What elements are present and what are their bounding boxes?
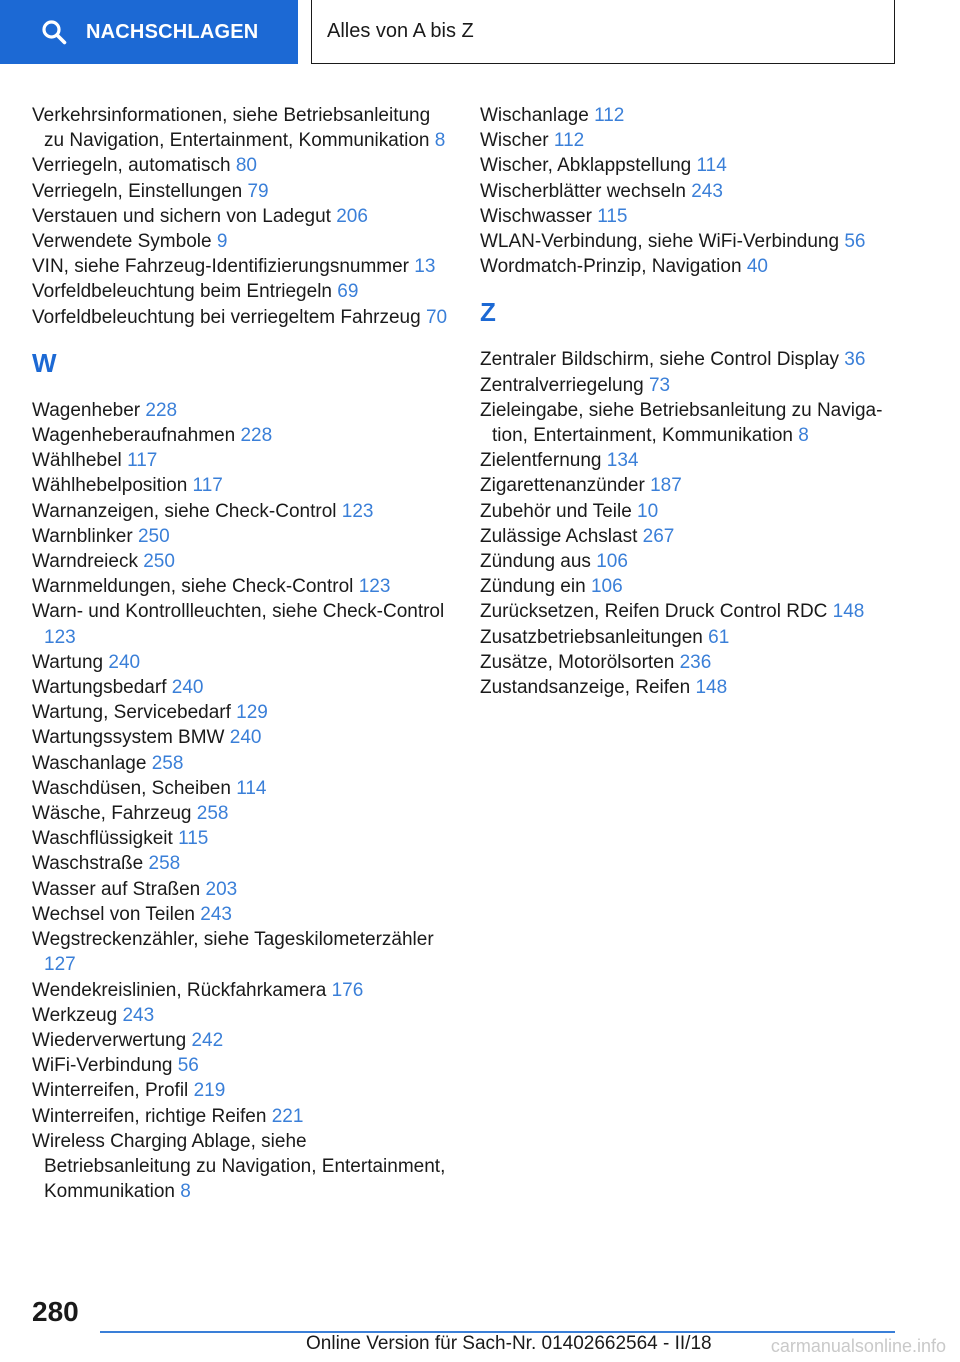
index-entry-term: Wiederverwertung <box>32 1029 187 1051</box>
index-entry <box>480 347 900 372</box>
index-entry-term: Zulässige Achslast <box>480 525 638 547</box>
index-entry <box>32 549 452 574</box>
index-entry-term: Wordmatch-Prinzip, Navigation <box>480 256 742 278</box>
index-entry-term: Wartungssystem BMW <box>32 727 225 749</box>
index-page-link[interactable]: 10 <box>637 500 659 522</box>
index-entry-term: Wählhebel <box>32 450 122 472</box>
section-label: NACHSCHLAGEN <box>86 20 259 43</box>
index-entry-term: Zusätze, Motorölsorten <box>480 651 675 673</box>
index-entry-term: Zündung ein <box>480 576 586 598</box>
index-entry <box>32 599 452 649</box>
index-entry-term: Wegstreckenzähler, siehe Tageskilometerzähler <box>32 929 434 951</box>
index-page-link[interactable]: 267 <box>642 525 675 547</box>
index-entry <box>32 499 452 524</box>
index-entry-term: Wischer <box>480 130 549 152</box>
index-page-link[interactable]: 73 <box>648 374 671 396</box>
index-entry <box>480 229 900 254</box>
index-page-link[interactable]: 117 <box>192 475 223 497</box>
index-entry <box>32 1078 452 1103</box>
index-entry-term: Vorfeldbeleuchtung beim Entriegeln <box>32 281 332 303</box>
index-page-link[interactable]: 240 <box>108 651 141 673</box>
index-entry <box>32 877 452 902</box>
index-entry <box>32 751 452 776</box>
index-page-link[interactable]: 203 <box>205 878 238 900</box>
index-entry <box>32 1129 452 1205</box>
index-entry-term: Warndreieck <box>32 551 138 573</box>
index-entry-term: Wartung <box>32 651 104 673</box>
index-entry <box>32 902 452 927</box>
index-entry <box>32 1104 452 1129</box>
index-entry-term: Zieleingabe, siehe Betriebsanleitung zu Navigation, Entertainment, Kommunikation <box>480 399 883 447</box>
index-entry <box>32 279 452 304</box>
index-entry <box>32 650 452 675</box>
index-entry-term: Wireless Charging Ablage, siehe Betriebsanleitung zu Navigation, Entertainment, Kommunikation <box>32 1130 446 1203</box>
index-entry <box>32 700 452 725</box>
index-entry <box>480 153 900 178</box>
index-entry-term: Zurücksetzen, Reifen Druck Control RDC <box>480 601 828 623</box>
index-page-link[interactable]: 13 <box>414 256 436 278</box>
index-entry-term: VIN, siehe Fahrzeug-Identifizierungsnummer <box>32 256 410 278</box>
index-entry-term: Wischer, Abklappstellung <box>480 155 692 177</box>
index-entry-term: Zentralverriegelung <box>480 374 644 396</box>
index-page-link[interactable]: 115 <box>178 828 209 850</box>
index-page-link[interactable]: 112 <box>594 105 625 126</box>
index-entry <box>32 153 452 178</box>
index-entry <box>480 473 900 498</box>
index-entry-term: Wagenheberaufnahmen <box>32 425 236 447</box>
index-entry-term: Zusatzbetriebsanleitungen <box>480 626 703 648</box>
index-page-link[interactable]: 40 <box>746 256 768 278</box>
index-page-link[interactable]: 250 <box>137 525 170 547</box>
index-page-link[interactable]: 176 <box>331 979 364 1001</box>
index-entry <box>32 801 452 826</box>
index-entry-term: Waschanlage <box>32 752 147 774</box>
index-page-link[interactable]: 243 <box>122 1004 155 1026</box>
index-page-link[interactable]: 236 <box>679 651 712 673</box>
index-entry <box>32 204 452 229</box>
index-page-link[interactable]: 206 <box>336 205 368 227</box>
index-entry-term: Zigarettenanzünder <box>480 475 645 497</box>
index-entry <box>480 128 900 153</box>
index-entry <box>32 103 452 153</box>
index-entry-term: Verwendete Symbole <box>32 231 212 253</box>
index-page-link[interactable]: 250 <box>143 551 175 573</box>
index-page-link[interactable]: 258 <box>148 853 181 875</box>
index-page-link[interactable]: 106 <box>590 576 623 598</box>
index-entry <box>32 1028 452 1053</box>
index-entry <box>480 574 900 599</box>
index-page-link[interactable]: 123 <box>44 626 76 648</box>
index-page-link[interactable]: 8 <box>798 425 809 447</box>
index-page-link[interactable]: 240 <box>171 677 204 699</box>
index-page-link[interactable]: 117 <box>127 450 158 472</box>
index-entry <box>480 524 900 549</box>
index-entry <box>480 448 900 473</box>
index-entry-term: Verkehrsinformationen, siehe Betriebsanleitung zu Navigation, Entertainment, Kommunikation <box>32 105 431 152</box>
index-letter-heading: W <box>32 347 57 378</box>
index-page-link[interactable]: 258 <box>196 803 229 825</box>
index-entry-term: Winterreifen, richtige Reifen <box>32 1105 267 1127</box>
index-entry-term: Wendekreislinien, Rückfahrkamera <box>32 979 327 1001</box>
index-entry <box>32 851 452 876</box>
index-page-link[interactable]: 228 <box>145 399 178 421</box>
index-page-link[interactable]: 8 <box>434 130 446 152</box>
index-entry-term: Zielentfernung <box>480 450 602 472</box>
index-page-link[interactable]: 56 <box>177 1055 199 1077</box>
index-page-link[interactable]: 127 <box>44 954 76 976</box>
index-page-link[interactable]: 243 <box>200 903 232 925</box>
index-entry-term: Waschstraße <box>32 853 144 875</box>
index-page-link[interactable]: 123 <box>341 500 374 522</box>
index-page-link[interactable]: 106 <box>596 551 628 573</box>
chapter-title: Alles von A bis Z <box>311 0 895 64</box>
index-entry <box>480 373 900 398</box>
index-page-link[interactable]: 148 <box>832 601 865 623</box>
index-entry-term: WLAN-Verbindung, siehe WiFi-Verbindung <box>480 231 840 253</box>
index-page-link[interactable]: 56 <box>844 231 866 253</box>
index-entry <box>32 1003 452 1028</box>
index-entry <box>32 776 452 801</box>
index-entry-term: Wasser auf Straßen <box>32 878 201 900</box>
index-entry <box>32 524 452 549</box>
index-entry <box>32 725 452 750</box>
index-page-link[interactable]: 258 <box>151 752 184 774</box>
index-entry <box>480 179 900 204</box>
index-entry-term: Wäsche, Fahrzeug <box>32 803 192 825</box>
search-icon[interactable] <box>40 18 68 46</box>
index-entry-term: WiFi-Verbindung <box>32 1055 173 1077</box>
index-letter-heading: Z <box>480 297 496 328</box>
index-entry-term: Warnblinker <box>32 525 133 547</box>
index-entry-term: Zündung aus <box>480 551 591 573</box>
index-entry-term: Waschflüssigkeit <box>32 828 173 850</box>
index-entry-term: Wartungsbedarf <box>32 677 167 699</box>
index-entry <box>32 448 452 473</box>
index-page-link[interactable]: 114 <box>696 155 727 177</box>
index-entry <box>480 625 900 650</box>
index-page-link[interactable]: 129 <box>236 702 268 724</box>
index-entry-term: Waschdüsen, Scheiben <box>32 777 231 799</box>
watermark: carmanualsonline.info <box>770 1336 946 1356</box>
index-entry-term: Zustandsanzeige, Reifen <box>480 677 691 699</box>
index-page-link[interactable]: 115 <box>597 205 628 227</box>
index-entry-term: Warnmeldungen, siehe Check-Control <box>32 576 354 598</box>
index-entry <box>32 229 452 254</box>
index-entry <box>32 927 452 977</box>
index-page-link[interactable]: 9 <box>216 231 228 253</box>
index-entry-term: Wagenheber <box>32 399 141 421</box>
index-entry <box>480 549 900 574</box>
index-column-left <box>32 103 452 1204</box>
index-entry <box>480 499 900 524</box>
index-page-link[interactable]: 187 <box>650 475 682 497</box>
index-page-link[interactable]: 242 <box>191 1029 224 1051</box>
index-entry <box>480 204 900 229</box>
index-entry-term: Verriegeln, automatisch <box>32 155 231 177</box>
index-entry-term: Vorfeldbeleuchtung bei verriegeltem Fahrzeug <box>32 306 421 328</box>
index-entry-term: Wischerblätter wechseln <box>480 180 686 202</box>
index-entry-term: Wechsel von Teilen <box>32 903 196 925</box>
index-page-link[interactable]: 70 <box>425 306 448 328</box>
index-entry <box>480 103 900 128</box>
index-entry <box>32 826 452 851</box>
index-entry <box>32 574 452 599</box>
index-entry <box>480 398 900 448</box>
page-number: 280 <box>32 1296 79 1327</box>
index-entry-term: Zentraler Bildschirm, siehe Control Display <box>480 349 840 371</box>
index-entry <box>32 1053 452 1078</box>
index-entry <box>32 675 452 700</box>
index-page-link[interactable]: 134 <box>606 450 639 472</box>
index-entry <box>480 254 900 279</box>
index-entry <box>32 254 452 279</box>
index-entry <box>32 978 452 1003</box>
index-page-link[interactable]: 228 <box>240 425 273 447</box>
index-entry-term: Werkzeug <box>32 1004 118 1026</box>
index-entry <box>32 423 452 448</box>
index-page-link[interactable]: 8 <box>180 1181 191 1203</box>
index-page-link[interactable]: 240 <box>229 727 262 749</box>
index-entry <box>480 675 900 700</box>
online-version-note: Online Version für Sach-Nr. 01402662564 - II/18 <box>306 1333 712 1354</box>
index-page-link[interactable]: 79 <box>247 180 269 202</box>
index-entry <box>480 650 900 675</box>
index-entry-term: Warn- und Kontrollleuchten, siehe Check-Control <box>32 601 445 623</box>
index-page-link[interactable]: 61 <box>708 626 730 648</box>
index-entry-term: Winterreifen, Profil <box>32 1080 189 1102</box>
index-entry-term: Verstauen und sichern von Ladegut <box>32 205 331 227</box>
index-entry-term: Wartung, Servicebedarf <box>32 702 231 724</box>
index-page-link[interactable]: 114 <box>236 777 267 799</box>
index-entry <box>32 473 452 498</box>
index-entry-term: Verriegeln, Einstellungen <box>32 180 243 202</box>
index-page-link[interactable]: 243 <box>691 180 723 202</box>
index-entry <box>32 305 452 330</box>
index-page-link[interactable]: 69 <box>337 281 359 303</box>
index-entry <box>480 599 900 624</box>
index-page-link[interactable]: 112 <box>553 130 585 152</box>
index-page-link[interactable]: 219 <box>193 1080 226 1102</box>
section-tab[interactable] <box>0 0 298 64</box>
index-entry <box>32 179 452 204</box>
index-entry-term: Wischwasser <box>480 205 592 227</box>
index-entry-term: Zubehör und Teile <box>480 500 632 522</box>
index-page-link[interactable]: 36 <box>844 349 866 371</box>
index-entry-term: Wischanlage <box>480 105 589 126</box>
index-page-link[interactable]: 221 <box>271 1105 304 1127</box>
index-entry-term: Warnanzeigen, siehe Check-Control <box>32 500 337 522</box>
index-entry <box>32 398 452 423</box>
index-column-right <box>480 103 900 700</box>
index-page-link[interactable]: 80 <box>235 155 257 177</box>
index-page-link[interactable]: 148 <box>695 677 728 699</box>
index-entry-term: Wählhebelposition <box>32 475 188 497</box>
index-page-link[interactable]: 123 <box>358 576 391 598</box>
